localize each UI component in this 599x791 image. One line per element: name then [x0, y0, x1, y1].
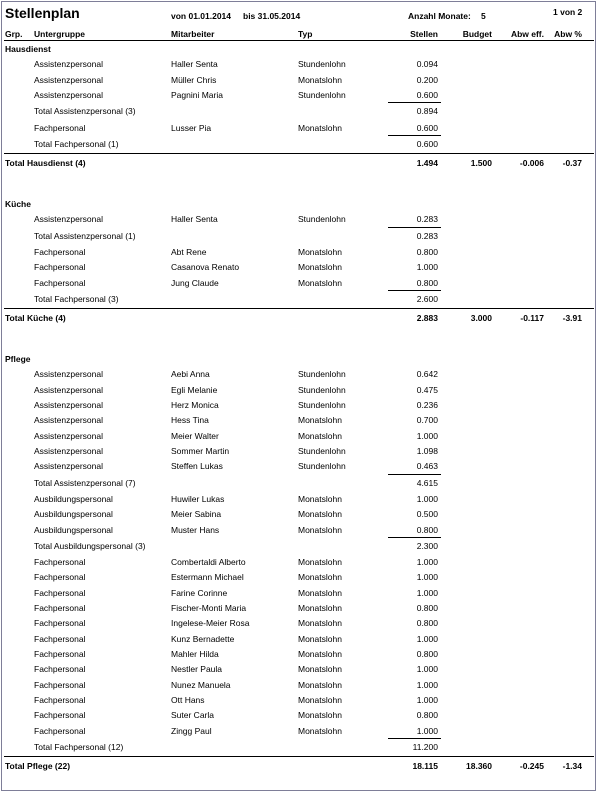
row-stellen: 0.600: [416, 122, 438, 133]
row-untergruppe: Fachpersonal: [34, 603, 86, 614]
group-total-rule: [4, 756, 594, 757]
row-typ: Monatslohn: [298, 618, 342, 629]
subtotal-rule: [388, 290, 441, 291]
row-untergruppe: Fachpersonal: [34, 664, 86, 675]
subtotal-label: Total Fachpersonal (1): [34, 138, 119, 149]
row-stellen: 0.200: [416, 74, 438, 85]
row-typ: Monatslohn: [298, 572, 342, 583]
row-typ: Monatslohn: [298, 122, 342, 133]
group-total-budget: 3.000: [470, 313, 492, 324]
row-typ: Monatslohn: [298, 725, 342, 736]
row-mitarbeiter: Haller Senta: [171, 214, 218, 225]
row-untergruppe: Fachpersonal: [34, 587, 86, 598]
row-typ: Monatslohn: [298, 557, 342, 568]
row-mitarbeiter: Ingelese-Meier Rosa: [171, 618, 250, 629]
col-header-stellen: Stellen: [410, 29, 438, 39]
row-typ: Monatslohn: [298, 710, 342, 721]
header-rule: [4, 40, 594, 41]
row-typ: Monatslohn: [298, 664, 342, 675]
subtotal-rule: [388, 537, 441, 538]
col-header-abw-eff: Abw eff.: [510, 29, 544, 39]
subtotal-rule: [388, 135, 441, 136]
row-mitarbeiter: Pagnini Maria: [171, 89, 223, 100]
row-mitarbeiter: Casanova Renato: [171, 262, 240, 273]
row-mitarbeiter: Kunz Bernadette: [171, 633, 235, 644]
row-typ: Stundenlohn: [298, 445, 346, 456]
row-untergruppe: Fachpersonal: [34, 557, 86, 568]
row-stellen: 1.000: [416, 430, 438, 441]
row-untergruppe: Assistenzpersonal: [34, 399, 103, 410]
subtotal-stellen: 0.283: [416, 230, 438, 241]
row-stellen: 0.800: [416, 649, 438, 660]
group-total-rule: [4, 153, 594, 154]
row-mitarbeiter: Steffen Lukas: [171, 461, 223, 472]
row-typ: Stundenlohn: [298, 214, 346, 225]
subtotal-stellen: 2.300: [416, 540, 438, 551]
row-stellen: 0.236: [416, 399, 438, 410]
group-name: Küche: [5, 199, 31, 209]
row-typ: Monatslohn: [298, 524, 342, 535]
row-stellen: 1.000: [416, 587, 438, 598]
row-untergruppe: Assistenzpersonal: [34, 214, 103, 225]
row-untergruppe: Fachpersonal: [34, 122, 86, 133]
row-mitarbeiter: Huwiler Lukas: [171, 493, 225, 504]
row-mitarbeiter: Sommer Martin: [171, 445, 230, 456]
row-typ: Stundenlohn: [298, 399, 346, 410]
subtotal-label: Total Assistenzpersonal (7): [34, 477, 136, 488]
row-mitarbeiter: Mahler Hilda: [171, 649, 219, 660]
row-mitarbeiter: Jung Claude: [171, 277, 219, 288]
subtotal-label: Total Fachpersonal (12): [34, 742, 124, 752]
row-untergruppe: Assistenzpersonal: [34, 384, 103, 395]
row-untergruppe: Fachpersonal: [34, 572, 86, 583]
group-total-label: Total Hausdienst (4): [5, 158, 86, 169]
row-mitarbeiter: Abt Rene: [171, 246, 207, 257]
row-typ: Stundenlohn: [298, 59, 346, 70]
row-untergruppe: Assistenzpersonal: [34, 89, 103, 100]
subtotal-stellen: 0.600: [416, 138, 438, 149]
row-untergruppe: Fachpersonal: [34, 679, 86, 690]
row-typ: Stundenlohn: [298, 89, 346, 100]
row-stellen: 1.000: [416, 664, 438, 675]
row-stellen: 1.000: [416, 679, 438, 690]
subtotal-label: Total Fachpersonal (3): [34, 293, 119, 304]
row-mitarbeiter: Meier Walter: [171, 430, 219, 441]
row-stellen: 0.800: [416, 603, 438, 614]
group-total-label: Total Küche (4): [5, 313, 66, 324]
row-stellen: 0.800: [416, 277, 438, 288]
row-stellen: 1.098: [416, 445, 438, 456]
group-total-rule: [4, 308, 594, 309]
row-untergruppe: Assistenzpersonal: [34, 430, 103, 441]
row-mitarbeiter: Combertaldi Alberto: [171, 557, 246, 568]
col-header-typ: Typ: [298, 29, 313, 39]
row-typ: Monatslohn: [298, 603, 342, 614]
row-mitarbeiter: Müller Chris: [171, 74, 217, 85]
row-stellen: 0.800: [416, 710, 438, 721]
row-typ: Monatslohn: [298, 74, 342, 85]
subtotal-stellen: 4.615: [416, 477, 438, 488]
row-untergruppe: Fachpersonal: [34, 710, 86, 721]
subtotal-label: Total Assistenzpersonal (3): [34, 106, 136, 117]
row-stellen: 1.000: [416, 572, 438, 583]
row-typ: Monatslohn: [298, 493, 342, 504]
row-stellen: 0.500: [416, 509, 438, 520]
row-untergruppe: Assistenzpersonal: [34, 369, 103, 380]
row-mitarbeiter: Aebi Anna: [171, 369, 210, 380]
row-stellen: 0.475: [416, 384, 438, 395]
row-stellen: 0.094: [416, 59, 438, 70]
page-number: 1 von 2: [553, 7, 583, 17]
period-to: bis 31.05.2014: [243, 11, 301, 21]
row-typ: Monatslohn: [298, 509, 342, 520]
group-total-stellen: 2.883: [416, 313, 438, 324]
row-untergruppe: Fachpersonal: [34, 649, 86, 660]
row-stellen: 0.800: [416, 246, 438, 257]
row-typ: Stundenlohn: [298, 369, 346, 380]
months-label: Anzahl Monate:: [408, 11, 471, 21]
group-total-stellen: 1.494: [416, 158, 438, 169]
row-mitarbeiter: Lusser Pia: [171, 122, 212, 133]
row-mitarbeiter: Nunez Manuela: [171, 679, 231, 690]
row-mitarbeiter: Egli Melanie: [171, 384, 218, 395]
group-total-abw-eff: -0.006: [519, 158, 544, 169]
row-stellen: 1.000: [416, 262, 438, 273]
row-typ: Monatslohn: [298, 649, 342, 660]
subtotal-label: Total Ausbildungspersonal (3): [34, 540, 146, 551]
row-untergruppe: Fachpersonal: [34, 262, 86, 273]
row-untergruppe: Fachpersonal: [34, 246, 86, 257]
row-stellen: 1.000: [416, 695, 438, 706]
row-typ: Stundenlohn: [298, 461, 346, 472]
row-stellen: 0.600: [416, 89, 438, 100]
subtotal-rule: [388, 738, 441, 739]
row-untergruppe: Fachpersonal: [34, 695, 86, 706]
row-untergruppe: Fachpersonal: [34, 725, 86, 736]
row-typ: Monatslohn: [298, 587, 342, 598]
row-stellen: 1.000: [416, 725, 438, 736]
row-typ: Monatslohn: [298, 246, 342, 257]
row-untergruppe: Assistenzpersonal: [34, 74, 103, 85]
row-typ: Stundenlohn: [298, 384, 346, 395]
row-typ: Monatslohn: [298, 430, 342, 441]
row-typ: Monatslohn: [298, 262, 342, 273]
row-untergruppe: Assistenzpersonal: [34, 59, 103, 70]
group-total-abw-pct: -3.91: [562, 313, 582, 324]
row-stellen: 1.000: [416, 557, 438, 568]
row-untergruppe: Assistenzpersonal: [34, 445, 103, 456]
row-mitarbeiter: Muster Hans: [171, 524, 220, 535]
row-mitarbeiter: Meier Sabina: [171, 509, 222, 520]
row-typ: Monatslohn: [298, 679, 342, 690]
row-stellen: 0.283: [416, 214, 438, 225]
row-mitarbeiter: Farine Corinne: [171, 587, 228, 598]
row-typ: Monatslohn: [298, 695, 342, 706]
group-total-budget: 18.360: [466, 761, 492, 772]
group-name: Pflege: [5, 354, 31, 364]
group-total-label: Total Pflege (22): [5, 761, 71, 772]
row-typ: Monatslohn: [298, 633, 342, 644]
group-total-abw-eff: -0.117: [520, 313, 544, 324]
row-untergruppe: Ausbildungspersonal: [34, 509, 113, 520]
period-from: von 01.01.2014: [171, 11, 232, 21]
col-header-untergruppe: Untergruppe: [34, 29, 85, 39]
group-total-abw-eff: -0.245: [519, 761, 544, 772]
group-total-abw-pct: -0.37: [562, 158, 582, 169]
row-untergruppe: Ausbildungspersonal: [34, 493, 113, 504]
row-stellen: 0.800: [416, 618, 438, 629]
row-mitarbeiter: Estermann Michael: [171, 572, 244, 583]
row-typ: Monatslohn: [298, 415, 342, 426]
row-untergruppe: Ausbildungspersonal: [34, 524, 113, 535]
subtotal-stellen: 0.894: [416, 106, 438, 117]
row-mitarbeiter: Herz Monica: [171, 399, 219, 410]
report-title: Stellenplan: [5, 5, 80, 21]
row-mitarbeiter: Fischer-Monti Maria: [171, 603, 247, 614]
subtotal-rule: [388, 227, 441, 228]
row-stellen: 1.000: [416, 633, 438, 644]
row-untergruppe: Fachpersonal: [34, 618, 86, 629]
row-untergruppe: Assistenzpersonal: [34, 461, 103, 472]
row-stellen: 0.463: [416, 461, 438, 472]
group-total-stellen: 18.115: [412, 761, 438, 772]
months-value: 5: [481, 11, 486, 21]
row-untergruppe: Assistenzpersonal: [34, 415, 103, 426]
group-total-abw-pct: -1.34: [562, 761, 582, 772]
row-stellen: 0.642: [416, 369, 438, 380]
row-mitarbeiter: Nestler Paula: [171, 664, 223, 675]
col-header-abw-pct: Abw %: [554, 29, 582, 39]
row-untergruppe: Fachpersonal: [34, 277, 86, 288]
subtotal-stellen: 11.200: [412, 742, 438, 752]
row-stellen: 0.700: [416, 415, 438, 426]
row-mitarbeiter: Haller Senta: [171, 59, 218, 70]
col-header-mitarbeiter: Mitarbeiter: [171, 29, 215, 39]
subtotal-rule: [388, 474, 441, 475]
row-mitarbeiter: Hess Tina: [171, 415, 209, 426]
row-mitarbeiter: Ott Hans: [171, 695, 205, 706]
subtotal-stellen: 2.600: [416, 293, 438, 304]
subtotal-label: Total Assistenzpersonal (1): [34, 230, 136, 241]
group-name: Hausdienst: [5, 44, 51, 54]
row-stellen: 1.000: [416, 493, 438, 504]
group-total-budget: 1.500: [470, 158, 492, 169]
row-untergruppe: Fachpersonal: [34, 633, 86, 644]
row-stellen: 0.800: [416, 524, 438, 535]
col-header-budget: Budget: [462, 29, 492, 39]
col-header-grp: Grp.: [5, 29, 23, 39]
row-typ: Monatslohn: [298, 277, 342, 288]
row-mitarbeiter: Suter Carla: [171, 710, 214, 721]
row-mitarbeiter: Zingg Paul: [171, 725, 212, 736]
subtotal-rule: [388, 102, 441, 103]
